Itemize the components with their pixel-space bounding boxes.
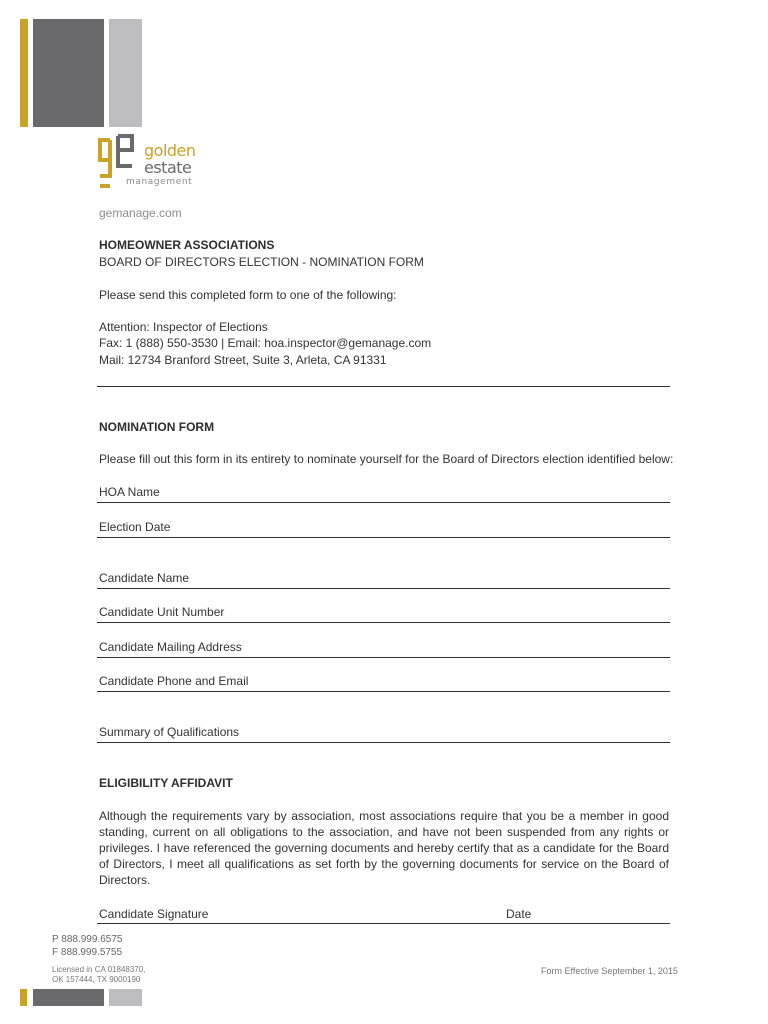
footer-phone: P 888.999.6575	[52, 934, 123, 945]
website-link[interactable]: gemanage.com	[99, 206, 182, 220]
section-divider	[97, 386, 670, 387]
logo-word-estate: estate	[144, 158, 192, 177]
mail-address-line: Mail: 12734 Branford Street, Suite 3, Arleta, CA 91331	[99, 353, 387, 367]
attention-line: Attention: Inspector of Elections	[99, 320, 268, 334]
footer-gold-bar	[20, 989, 27, 1006]
summary-qualifications-label: Summary of Qualifications	[99, 725, 240, 739]
nomination-intro: Please fill out this form in its entirety to nominate yourself for the Board of Directors election identified below:	[99, 452, 674, 466]
decorative-gold-bar	[20, 19, 28, 127]
signature-label: Candidate Signature	[99, 907, 209, 921]
send-instruction: Please send this completed form to one of the following:	[99, 288, 397, 302]
affidavit-text: Although the requirements vary by association, most associations require that you be a member in good standing, current on all obligations to the association, and have not been suspended from any rights or privileges. I have referenced the governing documents and hereby certify that as a candidate for the Board of Directors, I meet all qualifications as set forth by the governing documents for service on the Board of Directors.	[99, 809, 669, 887]
footer-fax: F 888.999.5755	[52, 947, 123, 958]
page-title: HOMEOWNER ASSOCIATIONS	[99, 238, 275, 252]
signature-field[interactable]	[97, 923, 670, 924]
footer-license-2: OK 157444, TX 9000190	[52, 975, 141, 984]
logo-word-management: management	[126, 177, 193, 187]
hoa-name-label: HOA Name	[99, 485, 160, 499]
affidavit-heading: ELIGIBILITY AFFIDAVIT	[99, 776, 233, 790]
date-label: Date	[506, 907, 532, 921]
candidate-mailing-address-label: Candidate Mailing Address	[99, 640, 242, 654]
page-subtitle: BOARD OF DIRECTORS ELECTION - NOMINATION FORM	[99, 255, 424, 269]
logo-word-golden: golden	[144, 141, 196, 160]
footer-license-1: Licensed in CA 01848370,	[52, 965, 146, 974]
decorative-dark-block	[33, 19, 104, 127]
fax-email-line: Fax: 1 (888) 550-3530 | Email: hoa.inspector@gemanage.com	[99, 336, 432, 350]
candidate-name-label: Candidate Name	[99, 571, 190, 585]
election-date-label: Election Date	[99, 520, 171, 534]
candidate-phone-email-label: Candidate Phone and Email	[99, 674, 249, 688]
candidate-unit-label: Candidate Unit Number	[99, 605, 225, 619]
election-date-field[interactable]	[97, 537, 670, 538]
form-effective-date: Form Effective September 1, 2015	[541, 966, 678, 976]
candidate-unit-field[interactable]	[97, 622, 670, 623]
candidate-mailing-address-field[interactable]	[97, 657, 670, 658]
candidate-name-field[interactable]	[97, 588, 670, 589]
hoa-name-field[interactable]	[97, 502, 670, 503]
nomination-heading: NOMINATION FORM	[99, 420, 215, 434]
summary-qualifications-field[interactable]	[97, 742, 670, 743]
footer-dark-block	[33, 989, 104, 1006]
candidate-phone-email-field[interactable]	[97, 691, 670, 692]
decorative-light-block	[109, 19, 142, 127]
footer-light-block	[109, 989, 142, 1006]
